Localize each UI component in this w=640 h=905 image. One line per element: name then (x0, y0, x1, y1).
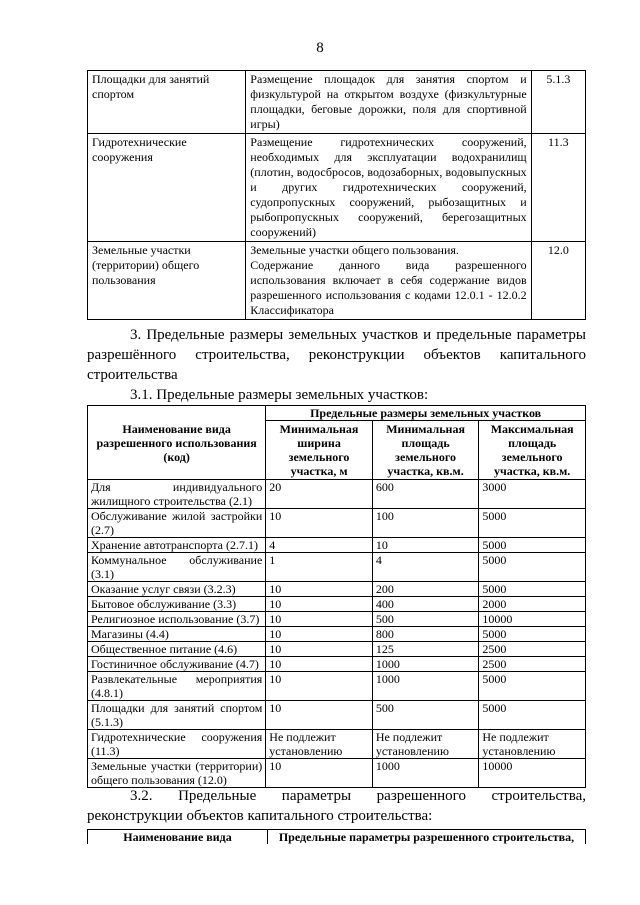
use-type-description: Размещение гидротехнических сооружений, необходимых для эксплуатации водохранилищ (плотин, водосбросов, водозаборных, водовыпускных и других гидротехнических сооружений, судопропускных сооружений, рыбозащитных и рыбопропускных сооружений, берегозащитных сооружений) (246, 134, 531, 242)
use-type-code: 12.0 (531, 242, 585, 320)
use-type-name: Коммунальное обслуживание (3.1) (88, 553, 266, 582)
max-area-value: 5000 (479, 509, 586, 538)
max-area-value: 2500 (479, 642, 586, 657)
table-row (88, 759, 586, 788)
use-type-name: Магазины (4.4) (88, 627, 266, 642)
use-type-name: Оказание услуг связи (3.2.3) (88, 582, 266, 597)
table-row (88, 71, 586, 134)
min-width-value: 10 (266, 701, 373, 730)
min-width-value: 10 (266, 642, 373, 657)
min-width-value: 10 (266, 582, 373, 597)
min-width-value: 10 (266, 612, 373, 627)
use-type-name: Развлекательные мероприятия (4.8.1) (88, 672, 266, 701)
use-type-name: Гостиничное обслуживание (4.7) (88, 657, 266, 672)
use-type-name: Площадки для занятий спортом (5.1.3) (88, 701, 266, 730)
use-type-description-line1: Земельные участки общего пользования. (250, 243, 459, 257)
table-row (88, 627, 586, 642)
table-row (88, 538, 586, 553)
min-area-value: 100 (372, 509, 479, 538)
max-area-value: 10000 (479, 759, 586, 788)
min-width-value: 10 (266, 759, 373, 788)
min-width-value: 10 (266, 509, 373, 538)
use-type-name: Для индивидуального жилищного строительства (2.1) (88, 480, 266, 509)
table-row (88, 509, 586, 538)
table-row (88, 242, 586, 320)
max-area-value: 2000 (479, 597, 586, 612)
min-area-value: 500 (372, 612, 479, 627)
min-area-value: 1000 (372, 657, 479, 672)
table-row (88, 553, 586, 582)
use-type-name: Земельные участки (территории) общего пользования (12.0) (88, 759, 266, 788)
table-row (88, 672, 586, 701)
table-row (88, 657, 586, 672)
max-area-value: 10000 (479, 612, 586, 627)
min-area-value: 600 (372, 480, 479, 509)
table-row (88, 582, 586, 597)
min-area-value: 200 (372, 582, 479, 597)
header-min-area: Минимальная площадь земельного участка, кв.м. (372, 421, 479, 480)
max-area-value: Не подлежит установлению (479, 730, 586, 759)
use-type-code: 11.3 (531, 134, 585, 242)
land-plot-limits-table (87, 405, 586, 788)
min-area-value: 500 (372, 701, 479, 730)
header-min-width: Минимальная ширина земельного участка, м (266, 421, 373, 480)
use-type-name: Общественное питание (4.6) (88, 642, 266, 657)
header-construction-params: Предельные параметры разрешенного строительства, (268, 830, 586, 845)
use-type-description: Размещение площадок для занятия спортом и физкультурой на открытом воздухе (физкультурные площадки, беговые дорожки, поля для спортивной игры) (246, 71, 531, 134)
use-type-name: Бытовое обслуживание (3.3) (88, 597, 266, 612)
use-type-name: Обслуживание жилой застройки (2.7) (88, 509, 266, 538)
min-area-value: 1000 (372, 759, 479, 788)
table-row (88, 701, 586, 730)
use-type-description-line2: Содержание данного вида разрешенного использования включает в себя содержание видов разрешенного использования с кодами 12.0.1 - 12.0.2 Классификатора (250, 258, 527, 317)
section-3-1-heading: 3.1. Предельные размеры земельных участков: (130, 387, 429, 403)
use-type-name: Площадки для занятий спортом (88, 71, 246, 134)
construction-parameters-table (87, 829, 586, 844)
min-width-value: 10 (266, 597, 373, 612)
max-area-value: 5000 (479, 582, 586, 597)
use-type-name: Земельные участки (территории) общего пользования (88, 242, 246, 320)
use-type-name: Гидротехнические сооружения (88, 134, 246, 242)
header-use-type: Наименование вида (88, 830, 268, 845)
table-row (88, 480, 586, 509)
min-area-value: 800 (372, 627, 479, 642)
min-area-value: Не подлежит установлению (372, 730, 479, 759)
min-width-value: 4 (266, 538, 373, 553)
min-area-value: 4 (372, 553, 479, 582)
min-width-value: 10 (266, 672, 373, 701)
table-row (88, 134, 586, 242)
use-type-name: Религиозное использование (3.7) (88, 612, 266, 627)
max-area-value: 5000 (479, 672, 586, 701)
min-area-value: 10 (372, 538, 479, 553)
max-area-value: 5000 (479, 701, 586, 730)
use-type-description (246, 242, 531, 320)
table-row (88, 730, 586, 759)
table-header-row (88, 830, 586, 845)
header-limits-group: Предельные размеры земельных участков (266, 406, 586, 421)
max-area-value: 3000 (479, 480, 586, 509)
table-row (88, 597, 586, 612)
use-type-name: Хранение автотранспорта (2.7.1) (88, 538, 266, 553)
min-area-value: 125 (372, 642, 479, 657)
page-number: 8 (316, 40, 324, 56)
section-3-2-heading: 3.2. Предельные параметры разрешенного строительства, реконструкции объектов капитального строительства: (87, 788, 586, 824)
header-use-type: Наименование вида разрешенного использования (код) (88, 406, 266, 480)
min-width-value: Не подлежит установлению (266, 730, 373, 759)
use-type-name: Гидротехнические сооружения (11.3) (88, 730, 266, 759)
min-width-value: 20 (266, 480, 373, 509)
max-area-value: 2500 (479, 657, 586, 672)
land-use-types-table (87, 70, 586, 320)
max-area-value: 5000 (479, 627, 586, 642)
table-row (88, 612, 586, 627)
max-area-value: 5000 (479, 538, 586, 553)
min-width-value: 10 (266, 657, 373, 672)
header-max-area: Максимальная площадь земельного участка, кв.м. (479, 421, 586, 480)
min-area-value: 1000 (372, 672, 479, 701)
min-width-value: 1 (266, 553, 373, 582)
max-area-value: 5000 (479, 553, 586, 582)
table-header-row (88, 406, 586, 421)
section-3-heading: 3. Предельные размеры земельных участков и предельные параметры разрешённого строительства, реконструкции объектов капитального строительства (87, 327, 586, 383)
table-row (88, 642, 586, 657)
use-type-code: 5.1.3 (531, 71, 585, 134)
min-width-value: 10 (266, 627, 373, 642)
min-area-value: 400 (372, 597, 479, 612)
